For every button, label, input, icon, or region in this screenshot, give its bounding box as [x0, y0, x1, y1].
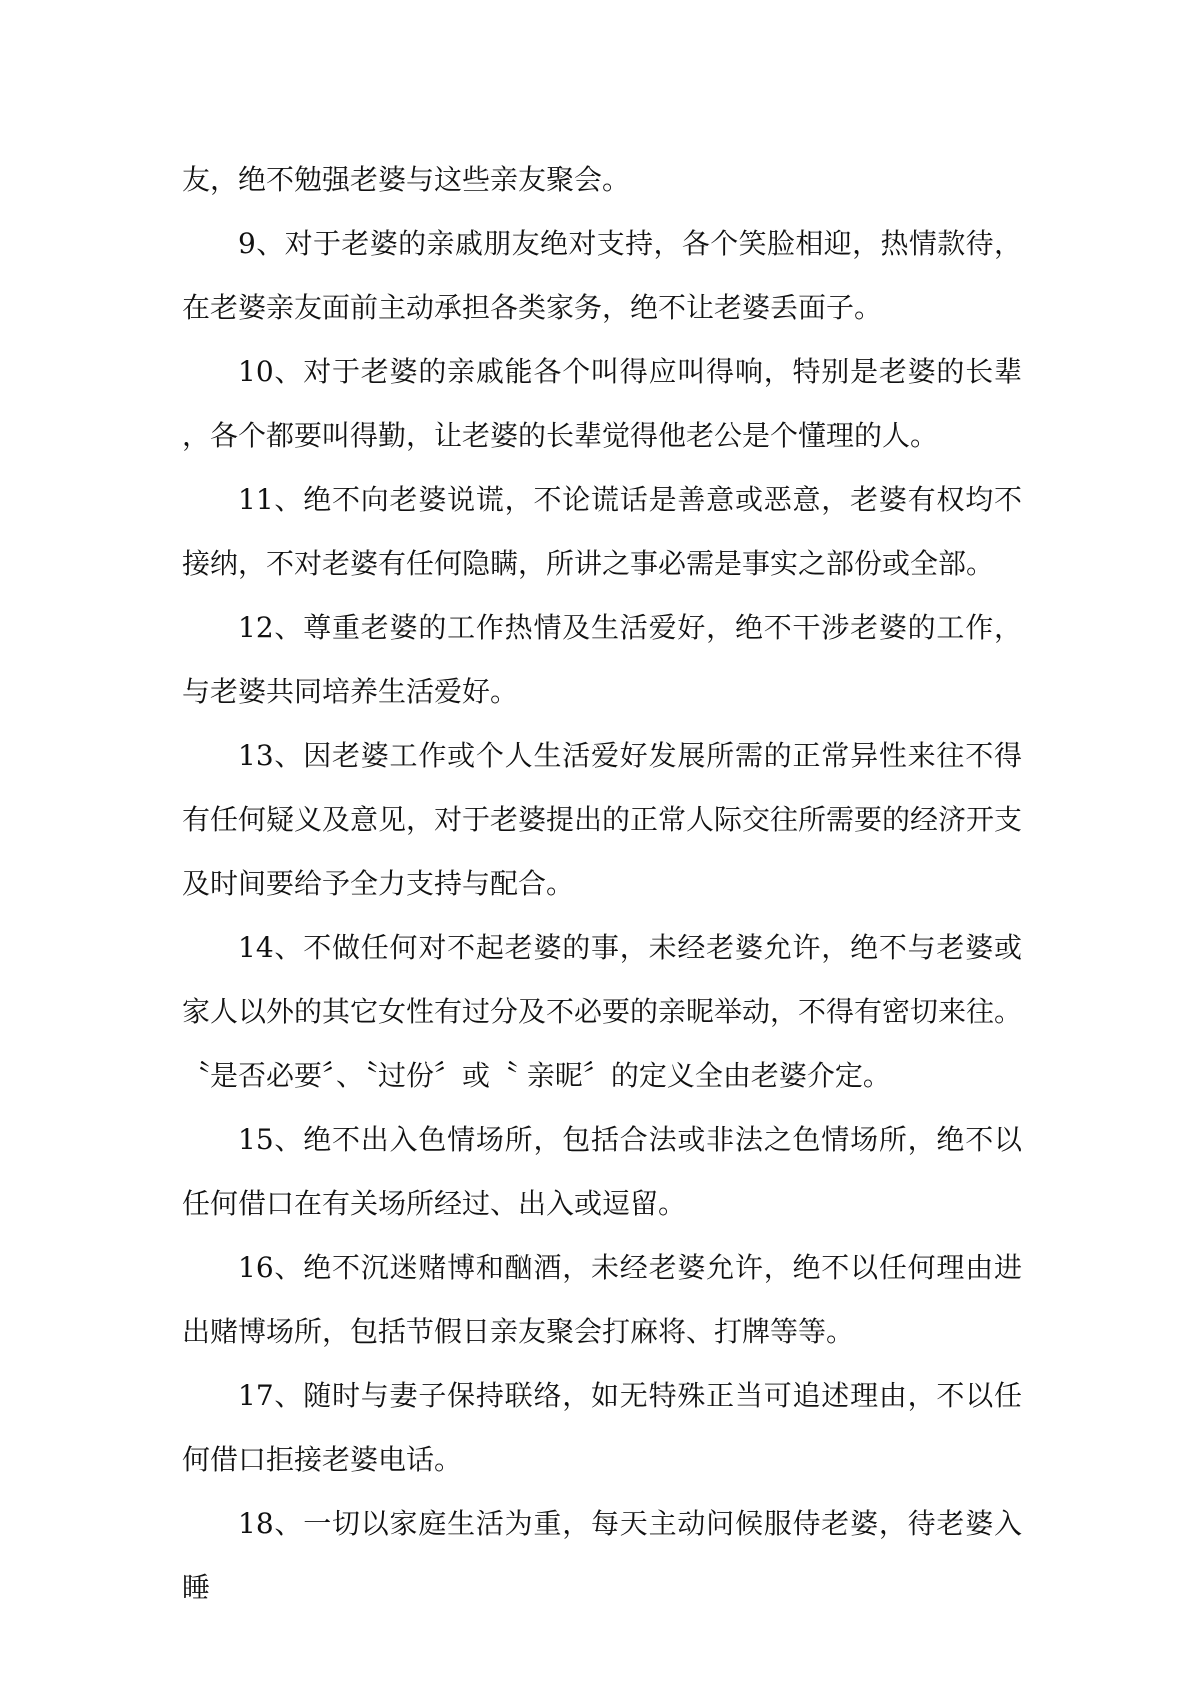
paragraph: 11、绝不向老婆说谎，不论谎话是善意或恶意，老婆有权均不接纳，不对老婆有任何隐瞒，所讲之事必需是事实之部份或全部。 [182, 483, 1022, 580]
paragraph: 13、因老婆工作或个人生活爱好发展所需的正常异性来往不得有任何疑义及意见，对于老婆提出的正常人际交往所需要的经济开支及时间要给予全力支持与配合。 [182, 739, 1023, 900]
paragraph: 9、对于老婆的亲戚朋友绝对支持，各个笑脸相迎，热情款待，在老婆亲友面前主动承担各类家务，绝不让老婆丢面子。 [182, 227, 1022, 324]
paragraph: 16、绝不沉迷赌博和酗酒，未经老婆允许，绝不以任何理由进出赌博场所，包括节假日亲友聚会打麻将、打牌等等。 [182, 1251, 1022, 1348]
document-body [182, 148, 1022, 1620]
paragraph: 18、一切以家庭生活为重，每天主动问候服侍老婆，待老婆入睡 [182, 1507, 1022, 1604]
paragraph: 14、不做任何对不起老婆的事，未经老婆允许，绝不与老婆或家人以外的其它女性有过分及不必要的亲昵举动，不得有密切来往。〝是否必要〞、〝过份〞或〝 亲昵〞的定义全由老婆介定。 [182, 931, 1023, 1092]
paragraph: 15、绝不出入色情场所，包括合法或非法之色情场所，绝不以任何借口在有关场所经过、出入或逗留。 [182, 1123, 1022, 1220]
paragraph: 12、尊重老婆的工作热情及生活爱好，绝不干涉老婆的工作，与老婆共同培养生活爱好。 [182, 611, 1022, 708]
paragraph: 17、随时与妻子保持联络，如无特殊正当可追述理由，不以任何借口拒接老婆电话。 [182, 1379, 1022, 1476]
paragraph: 10、对于老婆的亲戚能各个叫得应叫得响，特别是老婆的长辈，各个都要叫得勤，让老婆的长辈觉得他老公是个懂理的人。 [182, 355, 1022, 452]
paragraph: 友，绝不勉强老婆与这些亲友聚会。 [182, 163, 631, 196]
